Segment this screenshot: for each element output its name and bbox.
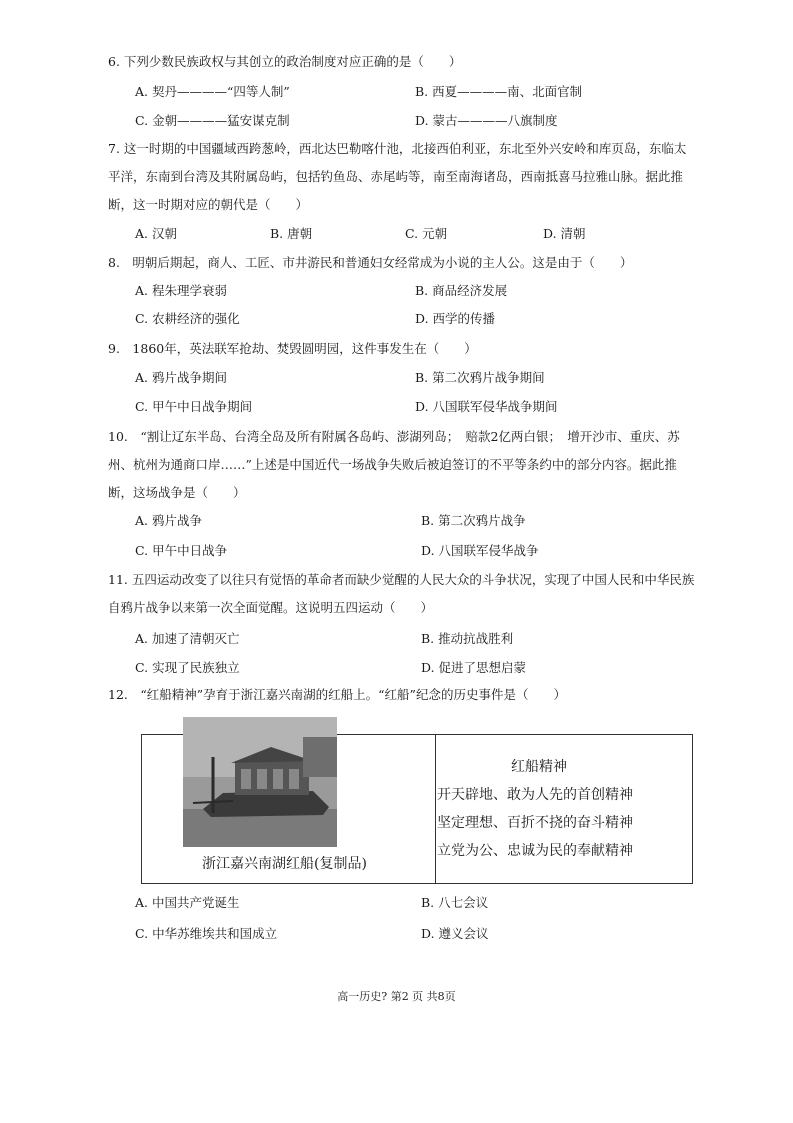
option-c: C. 农耕经济的强化 [135,311,240,326]
option-c: C. 甲午中日战争 [135,543,228,558]
question-12-options [135,889,695,917]
question-6-options [135,107,695,135]
option-b: B. 第二次鸦片战争 [421,513,526,528]
option-a: A. 中国共产党诞生 [135,895,240,910]
option-a: A. 契丹————“四等人制” [135,84,290,99]
option-a: A. 加速了清朝灭亡 [135,631,240,646]
option-b: B. 唐朝 [270,226,313,241]
question-10-options [135,537,695,565]
question-9-stem: 9. 1860年，英法联军抢劫、焚毁圆明园，这件事发生在（ ） [108,341,477,356]
option-a: A. 程朱理学衰弱 [135,283,227,298]
red-boat-figure-table [141,734,693,884]
spirit-line: 坚定理想、百折不挠的奋斗精神 [437,815,633,831]
option-d: D. 蒙古————八旗制度 [415,113,558,128]
option-a: A. 汉朝 [135,226,177,241]
page-footer: 高一历史? 第2 页 共8页 [337,990,456,1003]
option-c: C. 中华苏维埃共和国成立 [135,926,278,941]
question-6-options [135,78,695,106]
question-7-options [135,220,695,248]
option-d: D. 八国联军侵华战争 [421,543,539,558]
option-b: B. 八七会议 [421,895,489,910]
option-b: B. 推动抗战胜利 [421,631,514,646]
option-a: A. 鸦片战争 [135,513,202,528]
question-6-stem: 6. 下列少数民族政权与其创立的政治制度对应正确的是（ ） [108,54,462,69]
spirit-line: 立党为公、忠诚为民的奉献精神 [437,843,633,859]
red-boat-spirit-panel [437,753,697,865]
question-7-stem: 7. 这一时期的中国疆域西跨葱岭，西北达巴勒喀什池，北接西伯利亚，东北至外兴安岭和库页岛，东临太平洋，东南到台湾及其附属岛屿，包括钓鱼岛、赤尾屿等，南至南海诸岛，西南抵喜马拉雅山脉。据此推断，这一时期对应的朝代是（ ） [108,141,687,212]
option-d: D. 八国联军侵华战争期间 [415,399,558,414]
option-c: C. 元朝 [405,226,448,241]
question-11-stem: 11. 五四运动改变了以往只有觉悟的革命者而缺少觉醒的人民大众的斗争状况，实现了中国人民和中华民族自鸦片战争以来第一次全面觉醒。这说明五四运动（ ） [108,572,695,615]
question-12-options [135,920,695,948]
option-b: B. 商品经济发展 [415,283,508,298]
option-d: D. 西学的传播 [415,311,496,326]
question-10-options [135,507,695,535]
option-b: B. 第二次鸦片战争期间 [415,370,545,385]
option-a: A. 鸦片战争期间 [135,370,227,385]
photo-caption: 浙江嘉兴南湖红船(复制品) [202,856,367,872]
question-11-options [135,654,695,682]
option-c: C. 金朝————猛安谋克制 [135,113,290,128]
option-d: D. 促进了思想启蒙 [421,660,527,675]
question-9-options [135,364,695,392]
question-12-stem: 12. “红船精神”孕育于浙江嘉兴南湖的红船上。“红船”纪念的历史事件是（ ） [108,687,566,702]
option-c: C. 实现了民族独立 [135,660,240,675]
question-8-stem: 8. 明朝后期起，商人、工匠、市井游民和普通妇女经常成为小说的主人公。这是由于（ ） [108,255,633,270]
option-d: D. 清朝 [543,226,586,241]
question-8-options [135,305,695,333]
red-boat-photo [183,717,337,847]
table-divider [435,735,436,883]
spirit-line: 开天辟地、敢为人先的首创精神 [437,787,633,803]
question-10-stem: 10. “割让辽东半岛、台湾全岛及所有附属各岛屿、澎湖列岛； 赔款2亿两白银； 增开沙市、重庆、苏州、杭州为通商口岸……”上述是中国近代一场战争失败后被迫签订的不平等条约中的部分内容。据此推断，这场战争是（ ） [108,429,680,500]
option-c: C. 甲午中日战争期间 [135,399,253,414]
spirit-title: 红船精神 [511,759,567,775]
question-8-options [135,277,695,305]
option-d: D. 遵义会议 [421,926,489,941]
question-9-options [135,393,695,421]
option-b: B. 西夏————南、北面官制 [415,84,583,99]
question-11-options [135,625,695,653]
